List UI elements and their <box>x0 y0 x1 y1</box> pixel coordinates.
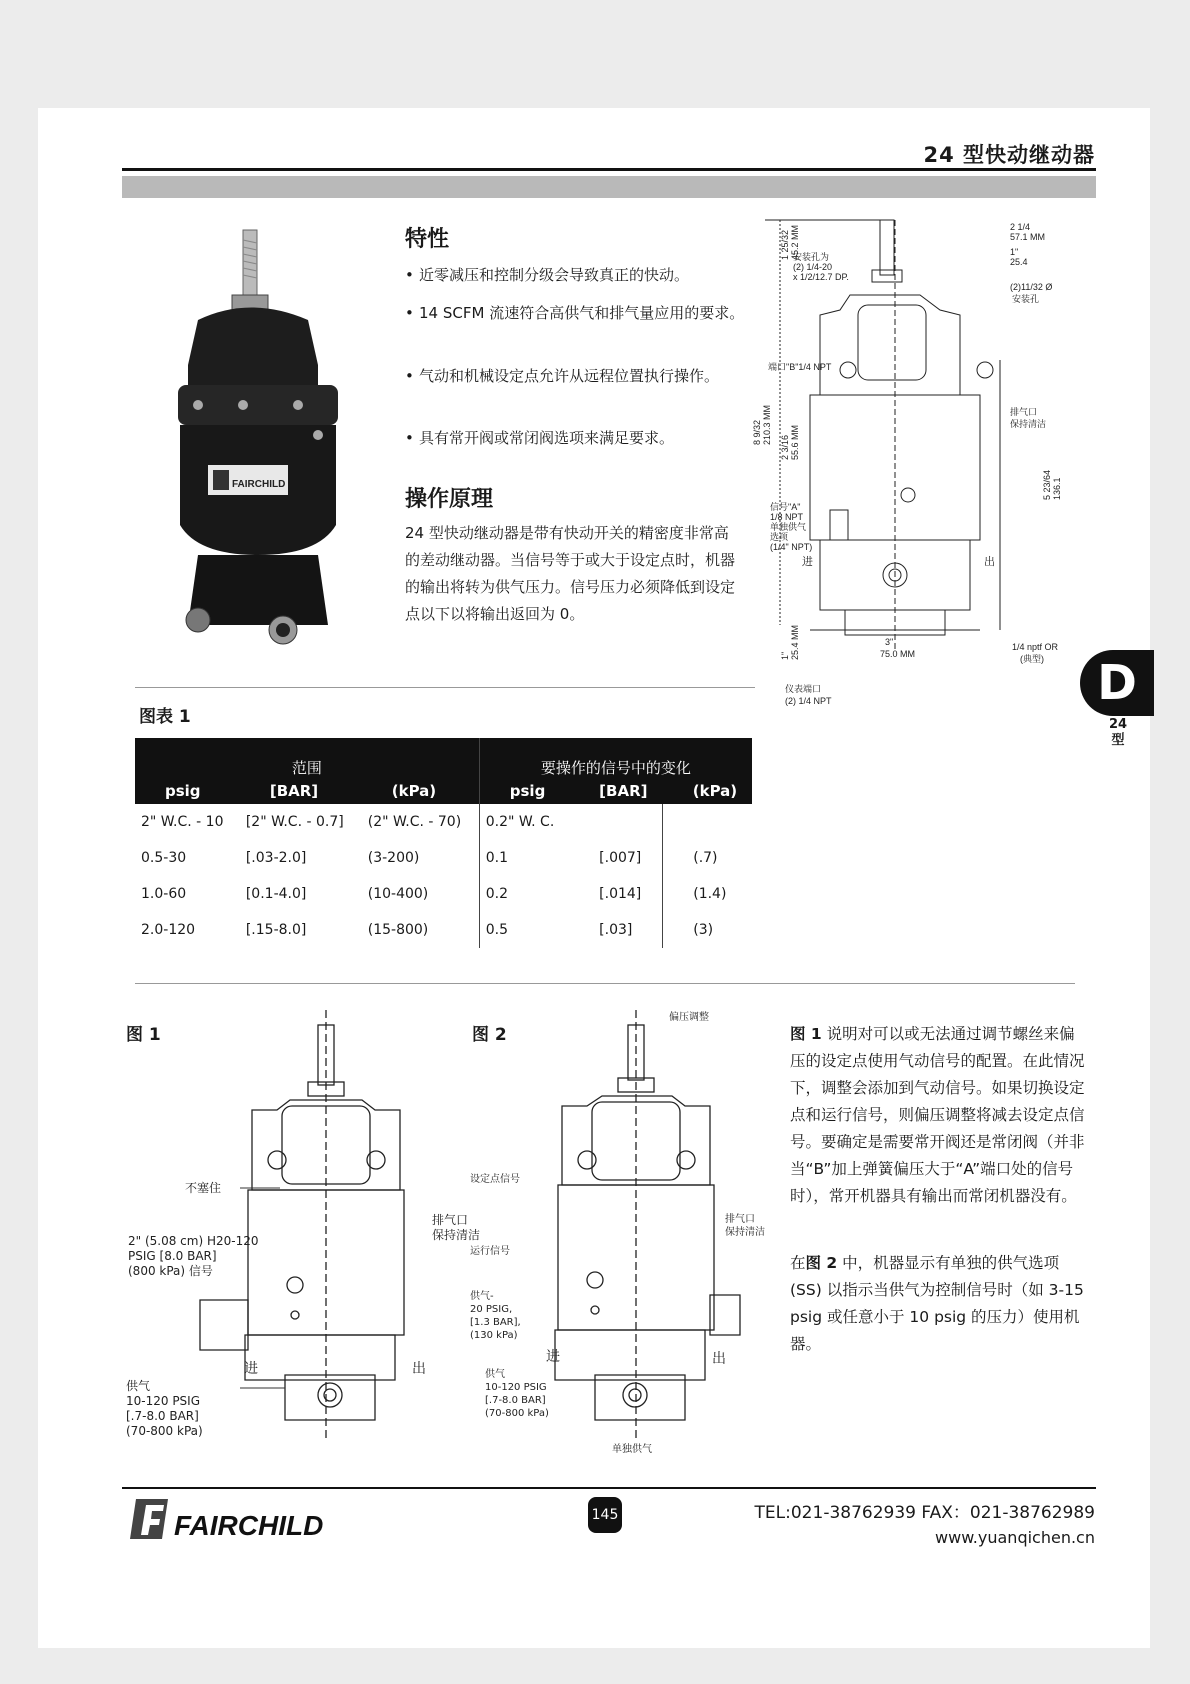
figure1-title: 图 1 <box>126 1025 161 1045</box>
fig2-label-separate: 单独供气 <box>612 1444 652 1455</box>
svg-text:单独供气: 单独供气 <box>770 522 807 532</box>
section-tab[interactable]: D <box>1080 650 1154 716</box>
svg-text:8 9/32: 8 9/32 <box>752 419 762 445</box>
table-row: 2.0-120 [.15-8.0] (15-800) 0.5 [.03] (3) <box>135 912 752 948</box>
svg-text:3": 3" <box>885 637 894 647</box>
svg-text:57.1 MM: 57.1 MM <box>1010 232 1046 242</box>
table-header: [BAR] <box>240 778 362 804</box>
fig1-label-in: 进 <box>244 1361 258 1377</box>
table-row: 0.5-30 [.03-2.0] (3-200) 0.1 [.007] (.7) <box>135 840 752 876</box>
svg-text:出: 出 <box>984 556 995 568</box>
figure1-drawing <box>190 1010 430 1440</box>
table-title: 图表 1 <box>139 707 191 727</box>
figure1-caption: 图 1 说明对可以或无法通过调节螺丝来偏压的设定点使用气动信号的配置。在此情况下，调整会添加到气动信号。如果切换设定点和运行信号，则偏压调整将减去设定点信号。要确定是需要常开阀还是常闭阀（并非当“B”加上弹簧偏压大于“A”端口处的信号时），常开机器具有输出而常闭机器没有。 <box>790 1025 1085 1205</box>
figure2-caption: 在图 2 中，机器显示有单独的供气选项 (SS) 以指示当供气为控制信号时（如 3-15 psig 或任意小于 10 psig 的压力）使用机器。 <box>790 1254 1084 1353</box>
svg-text:(2) 1/4-20: (2) 1/4-20 <box>793 262 833 272</box>
feature-item: • 具有常开阀或常闭阀选项来满足要求。 <box>405 429 675 447</box>
table-row: 1.0-60 [0.1-4.0] (10-400) 0.2 [.014] (1.4) <box>135 876 752 912</box>
svg-text:1/4 nptf OR: 1/4 nptf OR <box>1012 642 1059 652</box>
fig2-label-supply-a: 供气- 20 PSIG, [1.3 BAR], (130 kPa) <box>470 1291 521 1341</box>
table-header: (kPa) <box>362 778 480 804</box>
svg-text:保持清洁: 保持清洁 <box>1010 419 1047 429</box>
fig2-label-bias: 偏压调整 <box>669 1012 709 1023</box>
svg-text:仪表端口: 仪表端口 <box>785 684 822 694</box>
footer-rule <box>122 1487 1096 1489</box>
svg-text:安装孔为: 安装孔为 <box>793 252 830 262</box>
fig1-label-out: 出 <box>412 1361 426 1377</box>
footer-brand: FAIRCHILD <box>174 1510 324 1541</box>
svg-text:55.6 MM: 55.6 MM <box>790 424 800 460</box>
fig2-label-supply: 供气 10-120 PSIG [.7-8.0 BAR] (70-800 kPa) <box>485 1369 549 1419</box>
svg-text:2 3/16: 2 3/16 <box>780 434 790 460</box>
fairchild-logo <box>126 1497 398 1541</box>
divider <box>135 687 755 688</box>
svg-text:安装孔: 安装孔 <box>1012 294 1040 304</box>
fig2-label-out: 出 <box>712 1351 726 1367</box>
photo-brand: FAIRCHILD <box>232 479 286 490</box>
header-rule <box>122 168 1096 171</box>
footer-contact: TEL:021-38762939 FAX：021-38762989 <box>754 1503 1095 1523</box>
table-row: 2" W.C. - 10 [2" W.C. - 0.7] (2" W.C. - 70) 0.2" W. C. <box>135 804 752 840</box>
dimension-drawing <box>752 220 1080 710</box>
table-header: psig <box>479 778 569 804</box>
fig1-label-signal: 2" (5.08 cm) H20-120 PSIG [8.0 BAR] (800 kPa) 信号 <box>128 1234 259 1278</box>
feature-item: • 近零减压和控制分级会导致真正的快动。 <box>405 266 690 284</box>
svg-text:x 1/2/12.7 DP.: x 1/2/12.7 DP. <box>793 272 849 282</box>
svg-text:(典型): (典型) <box>1020 654 1044 664</box>
svg-text:5 23/64: 5 23/64 <box>1042 469 1052 500</box>
fig2-label-run: 运行信号 <box>470 1246 510 1257</box>
figure2-title: 图 2 <box>472 1025 507 1045</box>
svg-text:1 25/32: 1 25/32 <box>780 229 790 260</box>
principle-text: 24 型快动继动器是带有快动开关的精密度非常高的差动继动器。当信号等于或大于设定点时，机器的输出将转为供气压力。信号压力必须降低到设定点以下以将输出返回为 0。 <box>405 524 736 623</box>
svg-text:45.2 MM: 45.2 MM <box>790 224 800 260</box>
header-band <box>122 176 1096 198</box>
table-header: (kPa) <box>663 778 752 804</box>
svg-text:75.0 MM: 75.0 MM <box>880 649 916 659</box>
svg-text:(1/4" NPT): (1/4" NPT) <box>770 542 813 552</box>
svg-text:端口"B"1/4 NPT: 端口"B"1/4 NPT <box>768 362 832 372</box>
svg-text:2 1/4: 2 1/4 <box>1010 222 1031 232</box>
page-number: 145 <box>588 1497 622 1533</box>
fig2-label-in: 进 <box>546 1349 560 1365</box>
product-photo <box>168 225 358 665</box>
feature-item: • 气动和机械设定点允许从远程位置执行操作。 <box>405 367 720 385</box>
table-group-header: 要操作的信号中的变化 <box>479 738 752 778</box>
svg-text:(2)11/32 Ø: (2)11/32 Ø <box>1010 282 1053 292</box>
table-header: psig <box>135 778 240 804</box>
svg-text:1": 1" <box>1010 247 1019 257</box>
spec-table <box>135 738 752 948</box>
fig2-label-exhaust: 排气口 保持清洁 <box>725 1214 765 1238</box>
fig1-label-exhaust: 排气口 保持清洁 <box>432 1213 481 1242</box>
feature-item: • 14 SCFM 流速符合高供气和排气量应用的要求。 <box>405 304 745 322</box>
fig1-label-plug: 不塞住 <box>185 1181 222 1195</box>
features-heading: 特性 <box>405 227 450 252</box>
divider <box>135 983 1075 984</box>
svg-text:210.3 MM: 210.3 MM <box>762 404 772 445</box>
fig2-label-setpoint: 设定点信号 <box>470 1174 520 1185</box>
svg-text:信号"A": 信号"A" <box>770 502 801 512</box>
footer-website[interactable]: www.yuanqichen.cn <box>935 1528 1095 1547</box>
svg-text:136.1: 136.1 <box>1052 477 1062 500</box>
svg-text:(2) 1/4 NPT: (2) 1/4 NPT <box>785 696 832 706</box>
page-title: 24 型快动继动器 <box>923 143 1095 167</box>
fig1-label-supply: 供气 10-120 PSIG [.7-8.0 BAR] (70-800 kPa) <box>126 1379 203 1438</box>
svg-text:选项: 选项 <box>770 532 789 542</box>
table-header: [BAR] <box>569 778 663 804</box>
table-group-header: 范围 <box>135 738 479 778</box>
svg-text:排气口: 排气口 <box>1010 407 1038 417</box>
svg-text:25.4 MM: 25.4 MM <box>790 624 800 660</box>
svg-text:25.4: 25.4 <box>1010 257 1028 267</box>
svg-text:1/8 NPT: 1/8 NPT <box>770 512 804 522</box>
svg-text:进: 进 <box>802 556 813 568</box>
section-tab-sub: 24 型 <box>1108 717 1128 748</box>
principle-heading: 操作原理 <box>405 487 494 512</box>
svg-text:1": 1" <box>780 651 790 660</box>
